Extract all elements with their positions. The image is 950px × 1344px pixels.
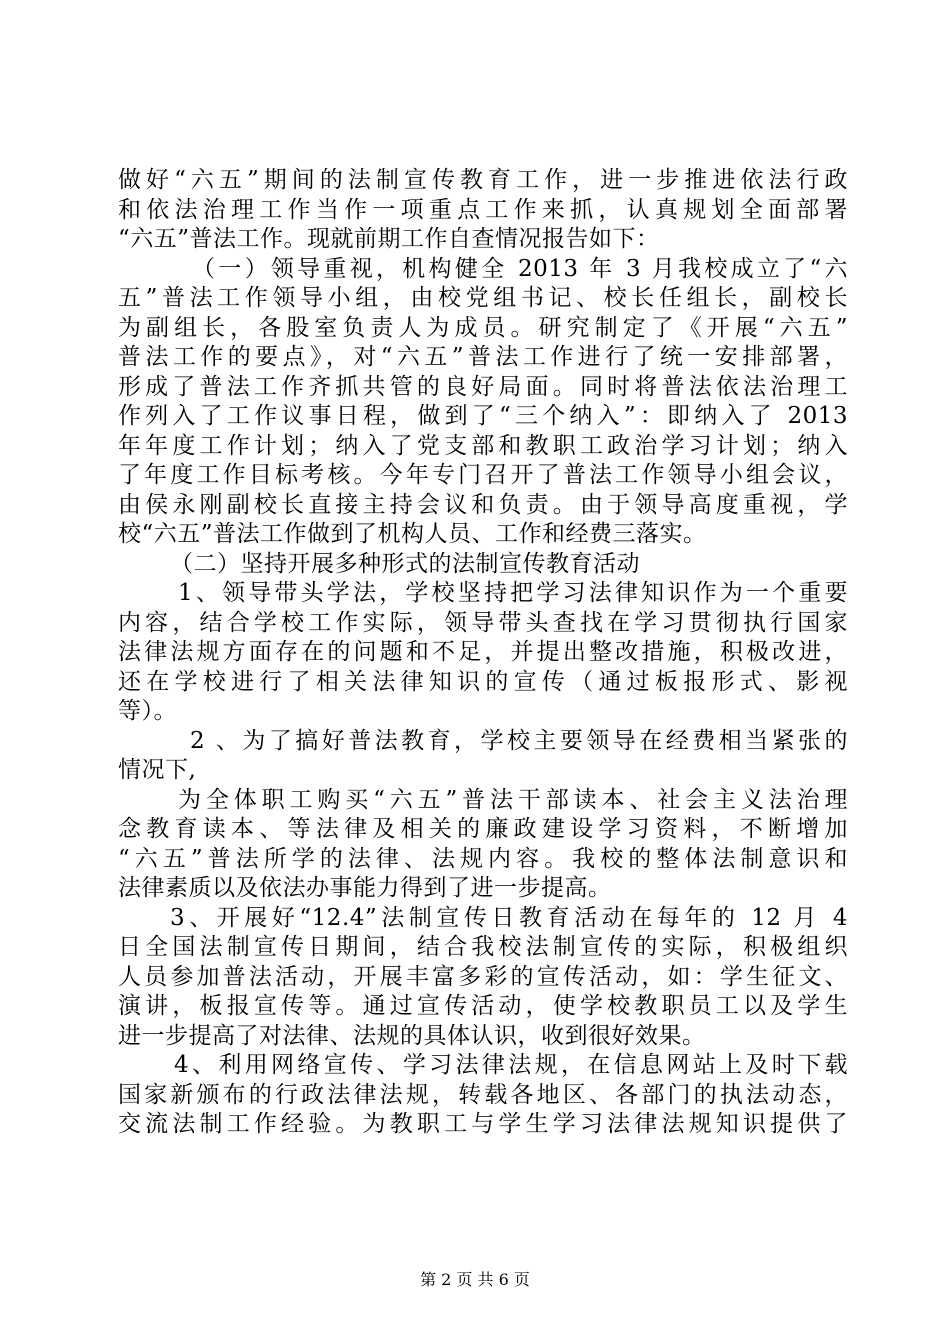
text-line: 普法工作的要点》，对“六五”普法工作进行了统一安排部署， <box>118 344 848 370</box>
text-line: 3、开展好“12.4”法制宣传日教育活动在每年的 12 月 4 <box>170 904 848 931</box>
text-line: 法律法规方面存在的问题和不足，并提出整改措施，积极改进， <box>118 639 848 665</box>
text-line: 法律素质以及依法办事能力得到了进一步提高。 <box>118 875 612 901</box>
text-line: 进一步提高了对法律、法规的具体认识，收到很好效果。 <box>118 1022 706 1049</box>
text-line: 和依法治理工作当作一项重点工作来抓，认真规划全面部署 <box>118 196 848 223</box>
page-footer: 第 2 页 共 6 页 <box>420 1270 530 1289</box>
text-line: 念教育读本、等法律及相关的廉政建设学习资料，不断增加 <box>118 816 848 842</box>
text-line: 内容，结合学校工作实际，领导带头查找在学习贯彻执行国家 <box>118 609 848 636</box>
text-line: 等）。 <box>118 698 177 724</box>
text-line: 交流法制工作经验。为教职工与学生学习法律法规知识提供了 <box>118 1111 848 1137</box>
text-line: 了年度工作目标考核。今年专门召开了普法工作领导小组会议， <box>118 462 848 488</box>
text-line: （二）坚持开展多种形式的法制宣传教育活动 <box>170 550 640 577</box>
text-line: 2 、为了搞好普法教育，学校主要领导在经费相当紧张的 <box>190 727 848 754</box>
text-line: 年年度工作计划；纳入了党支部和教职工政治学习计划；纳入 <box>118 432 848 459</box>
text-line: 为全体职工购买“六五”普法干部读本、社会主义法治理 <box>178 786 848 813</box>
text-line: 作列入了工作议事日程，做到了“三个纳入”：即纳入了 2013 <box>118 403 848 429</box>
text-line: （一）领导重视，机构健全 2013 年 3 月我校成立了“六 <box>192 255 848 282</box>
text-line: 五”普法工作领导小组，由校党组书记、校长任组长，副校长 <box>118 285 848 311</box>
document-body <box>118 166 848 1140</box>
text-line: 国家新颁布的行政法律法规，转载各地区、各部门的执法动态， <box>118 1081 848 1108</box>
text-line: 4、利用网络宣传、学习法律法规，在信息网站上及时下载 <box>174 1052 848 1078</box>
text-line: 形成了普法工作齐抓共管的良好局面。同时将普法依法治理工 <box>118 373 848 400</box>
text-line: 人员参加普法活动，开展丰富多彩的宣传活动，如：学生征文、 <box>118 963 848 990</box>
text-line: 1、领导带头学法，学校坚持把学习法律知识作为一个重要 <box>178 580 848 606</box>
text-line: “六五”普法所学的法律、法规内容。我校的整体法制意识和 <box>118 845 848 872</box>
text-line: 由侯永刚副校长直接主持会议和负责。由于领导高度重视，学 <box>118 491 848 518</box>
text-line: 情况下, <box>118 757 197 783</box>
text-line: 演讲，板报宣传等。通过宣传活动，使学校教职员工以及学生 <box>118 993 848 1019</box>
text-line: 校“六五”普法工作做到了机构人员、工作和经费三落实。 <box>118 521 707 547</box>
text-line: 做好“六五”期间的法制宣传教育工作，进一步推进依法行政 <box>118 167 848 193</box>
text-line: 还在学校进行了相关法律知识的宣传（通过板报形式、影视 <box>118 668 848 695</box>
text-line: 为副组长，各股室负责人为成员。研究制定了《开展“六五” <box>118 314 848 341</box>
text-line: “六五”普法工作。现就前期工作自查情况报告如下： <box>118 226 660 252</box>
text-line: 日全国法制宣传日期间，结合我校法制宣传的实际，积极组织 <box>118 934 848 960</box>
